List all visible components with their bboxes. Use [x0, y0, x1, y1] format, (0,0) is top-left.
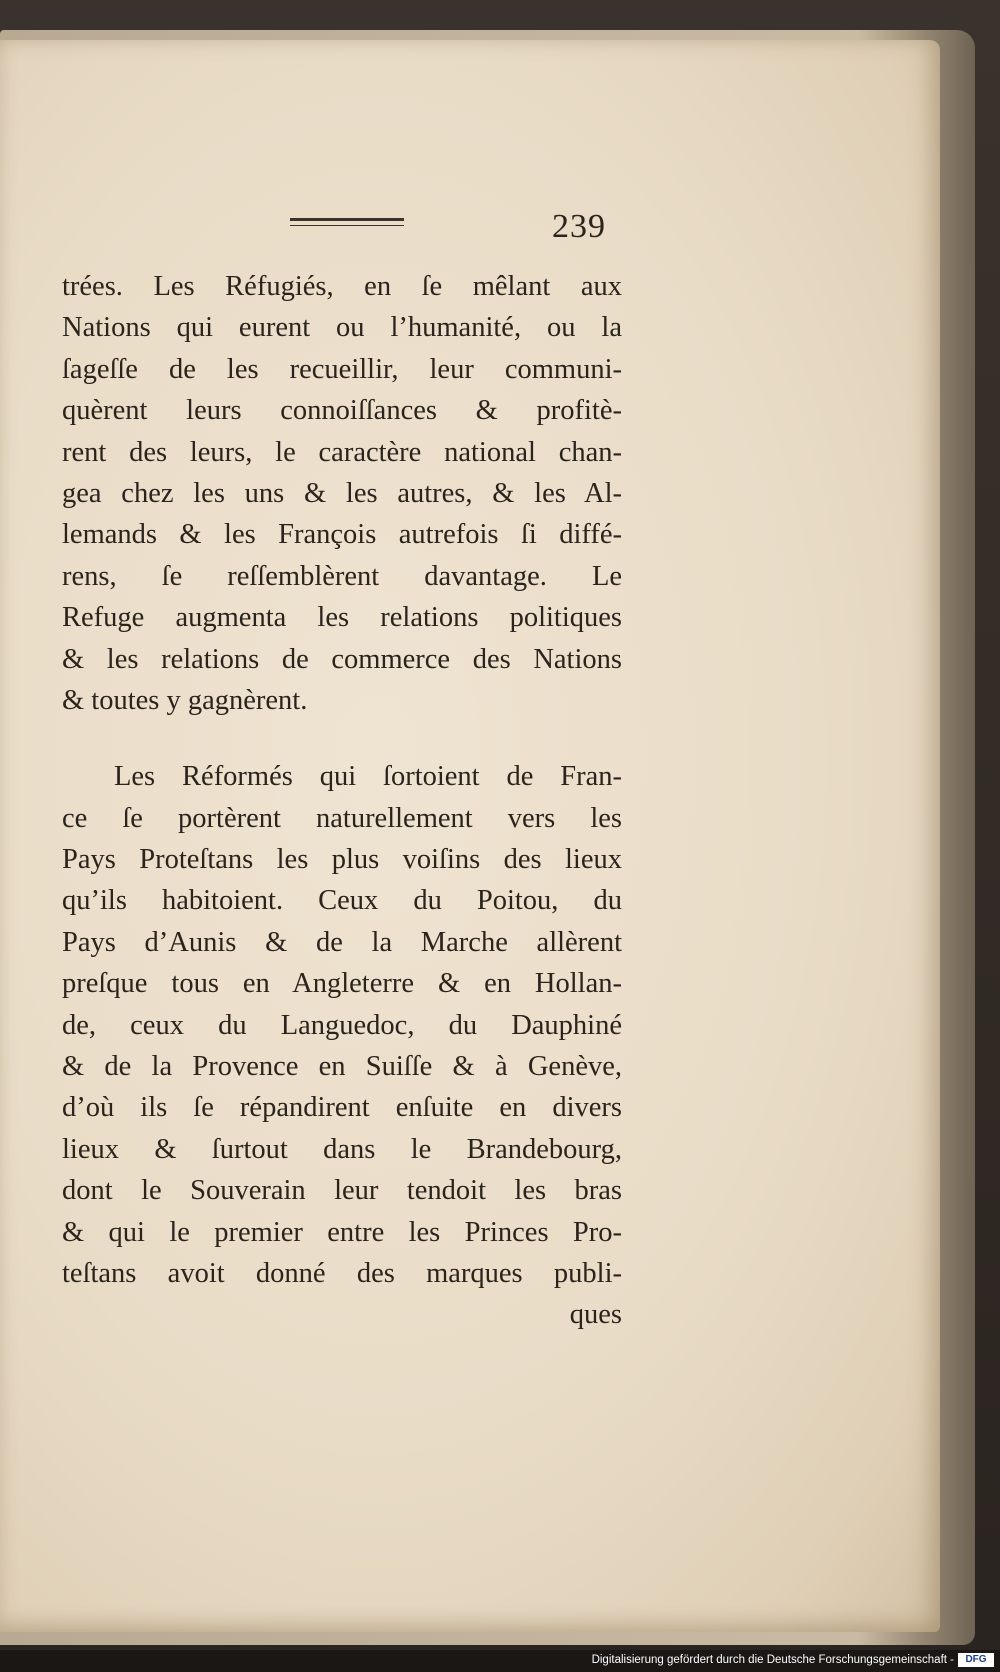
digitization-credit: Digitalisierung gefördert durch die Deutsche Forschungsgemeinschaft - — [591, 1654, 954, 1666]
text-line: ſageſſe de les recueillir, leur communi- — [62, 353, 622, 385]
catchword: ques — [569, 1299, 622, 1331]
text-line: de, ceux du Languedoc, du Dauphiné — [62, 1009, 622, 1041]
text-line: rent des leurs, le caractère national chan- — [62, 436, 622, 468]
text-line: lieux & ſurtout dans le Brandebourg, — [62, 1133, 622, 1165]
paragraph-1 — [62, 266, 622, 721]
text-line: preſque tous en Angleterre & en Hollan- — [62, 968, 622, 1000]
text-line: gea chez les uns & les autres, & les Al- — [62, 477, 622, 509]
text-line: dont le Souverain leur tendoit les bras — [62, 1175, 622, 1207]
text-line: d’où ils ſe répandirent enſuite en divers — [62, 1092, 622, 1124]
text-line: Pays Proteſtans les plus voiſins des lieux — [62, 844, 622, 876]
dfg-logo: DFG — [958, 1653, 994, 1667]
text-block — [62, 266, 622, 1336]
text-line: rens, ſe reſſemblèrent davantage. Le — [62, 560, 622, 592]
text-line: & les relations de commerce des Nations — [62, 643, 622, 675]
text-line: Nations qui eurent ou l’humanité, ou la — [62, 312, 622, 344]
paragraph-2 — [62, 756, 622, 1294]
text-line: trées. Les Réfugiés, en ſe mêlant aux — [62, 271, 622, 302]
text-line: lemands & les François autrefois ſi diffé- — [62, 519, 622, 551]
text-line: Refuge augmenta les relations politiques — [62, 602, 622, 634]
text-line: Les Réformés qui ſortoient de Fran- — [114, 761, 622, 793]
text-line: & qui le premier entre les Princes Pro- — [62, 1216, 622, 1248]
text-line: & toutes y gagnèrent. — [62, 684, 308, 716]
text-line: teſtans avoit donné des marques publi- — [62, 1257, 622, 1289]
text-line: quèrent leurs connoiſſances & profitè- — [62, 395, 622, 427]
text-line: & de la Provence en Suiſſe & à Genève, — [62, 1051, 622, 1083]
paragraph-gap — [62, 721, 622, 756]
text-line: qu’ils habitoient. Ceux du Poitou, du — [62, 885, 622, 917]
text-line: Pays d’Aunis & de la Marche allèrent — [62, 926, 622, 958]
header-rule — [290, 218, 404, 221]
page-number: 239 — [552, 208, 606, 245]
text-line: ce ſe portèrent naturellement vers les — [62, 802, 622, 834]
